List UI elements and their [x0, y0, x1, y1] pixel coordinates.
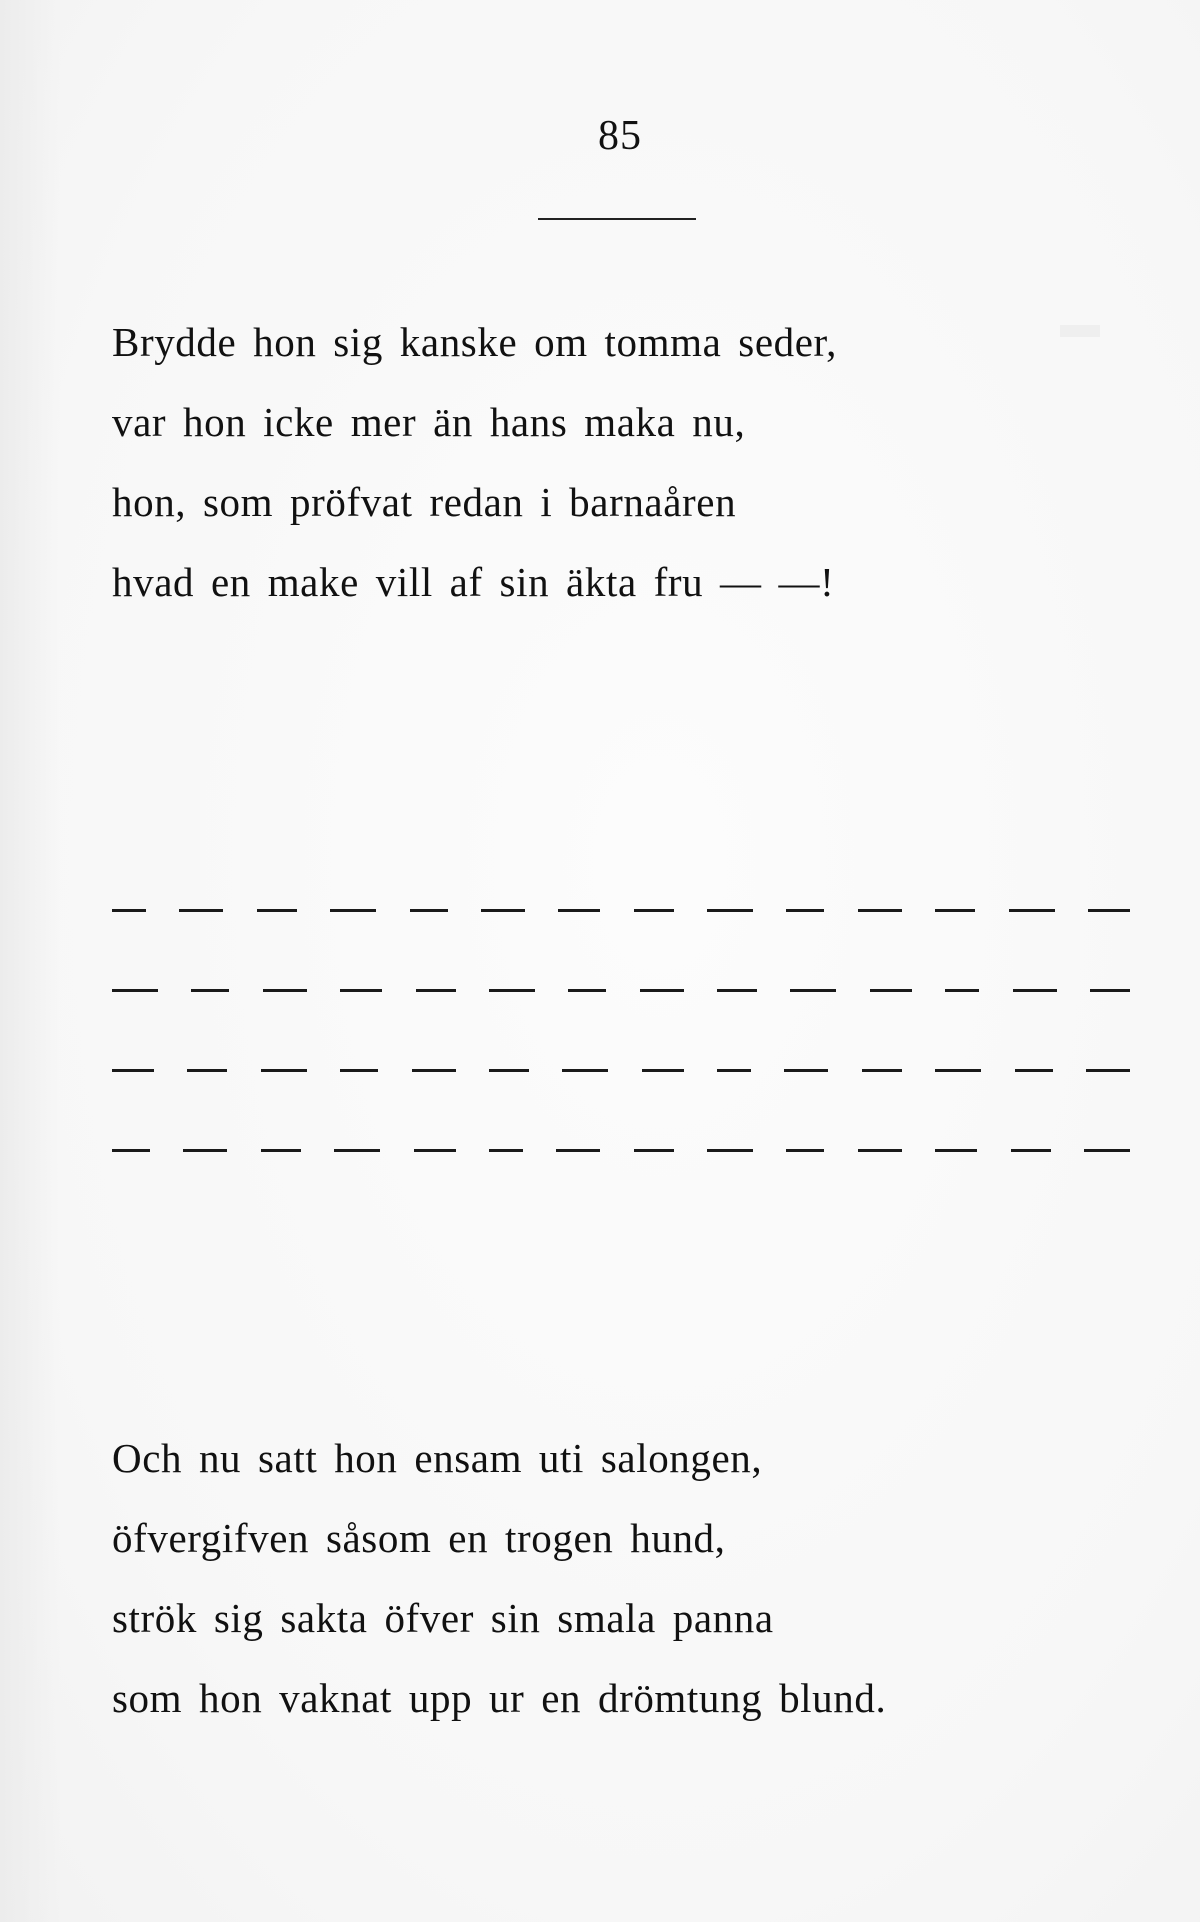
omission-dashes — [112, 862, 1130, 1182]
dash-mark — [786, 1149, 824, 1152]
dash-mark — [112, 1069, 154, 1072]
dash-mark — [489, 989, 535, 992]
verse-line: som hon vaknat upp ur en drömtung blund. — [112, 1675, 887, 1721]
dash-mark — [112, 909, 146, 912]
dash-mark — [340, 989, 382, 992]
dash-mark — [707, 909, 753, 912]
dash-mark — [330, 909, 376, 912]
verse-line: var hon icke mer än hans maka nu, — [112, 399, 746, 445]
page-number: 85 — [598, 113, 642, 159]
dash-mark — [257, 909, 297, 912]
dash-mark — [412, 1069, 456, 1072]
dash-mark — [187, 1069, 227, 1072]
dash-mark — [1013, 989, 1057, 992]
page-edge-shadow — [0, 0, 60, 1922]
verse-line: hon, som pröfvat redan i barnaåren — [112, 479, 737, 525]
dash-mark — [112, 989, 158, 992]
dash-row — [112, 942, 1130, 1022]
verse-line: Och nu satt hon ensam uti salongen, — [112, 1435, 763, 1481]
dash-mark — [784, 1069, 828, 1072]
dash-mark — [410, 909, 448, 912]
verse-line: öfvergifven såsom en trogen hund, — [112, 1515, 726, 1561]
dash-mark — [790, 989, 836, 992]
verse-line: hvad en make vill af sin äkta fru — —! — [112, 559, 835, 605]
dash-mark — [717, 1069, 751, 1072]
dash-mark — [112, 1149, 150, 1152]
dash-mark — [642, 1069, 684, 1072]
dash-mark — [945, 989, 979, 992]
dash-mark — [414, 1149, 456, 1152]
dash-mark — [786, 909, 824, 912]
header-rule — [538, 218, 696, 220]
dash-mark — [640, 989, 684, 992]
dash-mark — [1090, 989, 1130, 992]
dash-mark — [340, 1069, 378, 1072]
dash-mark — [858, 909, 902, 912]
dash-mark — [935, 1149, 977, 1152]
dash-mark — [481, 909, 525, 912]
dash-mark — [935, 909, 975, 912]
dash-mark — [558, 909, 600, 912]
dash-mark — [1084, 1149, 1130, 1152]
dash-mark — [634, 909, 674, 912]
dash-mark — [191, 989, 229, 992]
dash-mark — [858, 1149, 902, 1152]
dash-mark — [416, 989, 456, 992]
dash-mark — [179, 909, 223, 912]
dash-mark — [334, 1149, 380, 1152]
dash-mark — [562, 1069, 608, 1072]
dash-mark — [556, 1149, 600, 1152]
dash-row — [112, 1102, 1130, 1182]
dash-mark — [261, 1069, 307, 1072]
dash-mark — [870, 989, 912, 992]
dash-mark — [707, 1149, 753, 1152]
dash-row — [112, 1022, 1130, 1102]
show-through-mark — [1060, 300, 1100, 347]
dash-mark — [568, 989, 606, 992]
dash-mark — [1009, 909, 1055, 912]
dash-mark — [862, 1069, 902, 1072]
dash-mark — [717, 989, 757, 992]
dash-row — [112, 862, 1130, 942]
dash-mark — [1088, 909, 1130, 912]
dash-mark — [261, 1149, 301, 1152]
dash-mark — [935, 1069, 981, 1072]
dash-mark — [183, 1149, 227, 1152]
dash-mark — [1015, 1069, 1053, 1072]
stanza-1 — [112, 302, 837, 622]
verse-line: strök sig sakta öfver sin smala panna — [112, 1595, 774, 1641]
dash-mark — [1011, 1149, 1051, 1152]
verse-line: Brydde hon sig kanske om tomma seder, — [112, 319, 837, 365]
dash-mark — [489, 1069, 529, 1072]
dash-mark — [634, 1149, 674, 1152]
stanza-2 — [112, 1418, 886, 1738]
dash-mark — [1086, 1069, 1130, 1072]
dash-mark — [489, 1149, 523, 1152]
dash-mark — [263, 989, 307, 992]
